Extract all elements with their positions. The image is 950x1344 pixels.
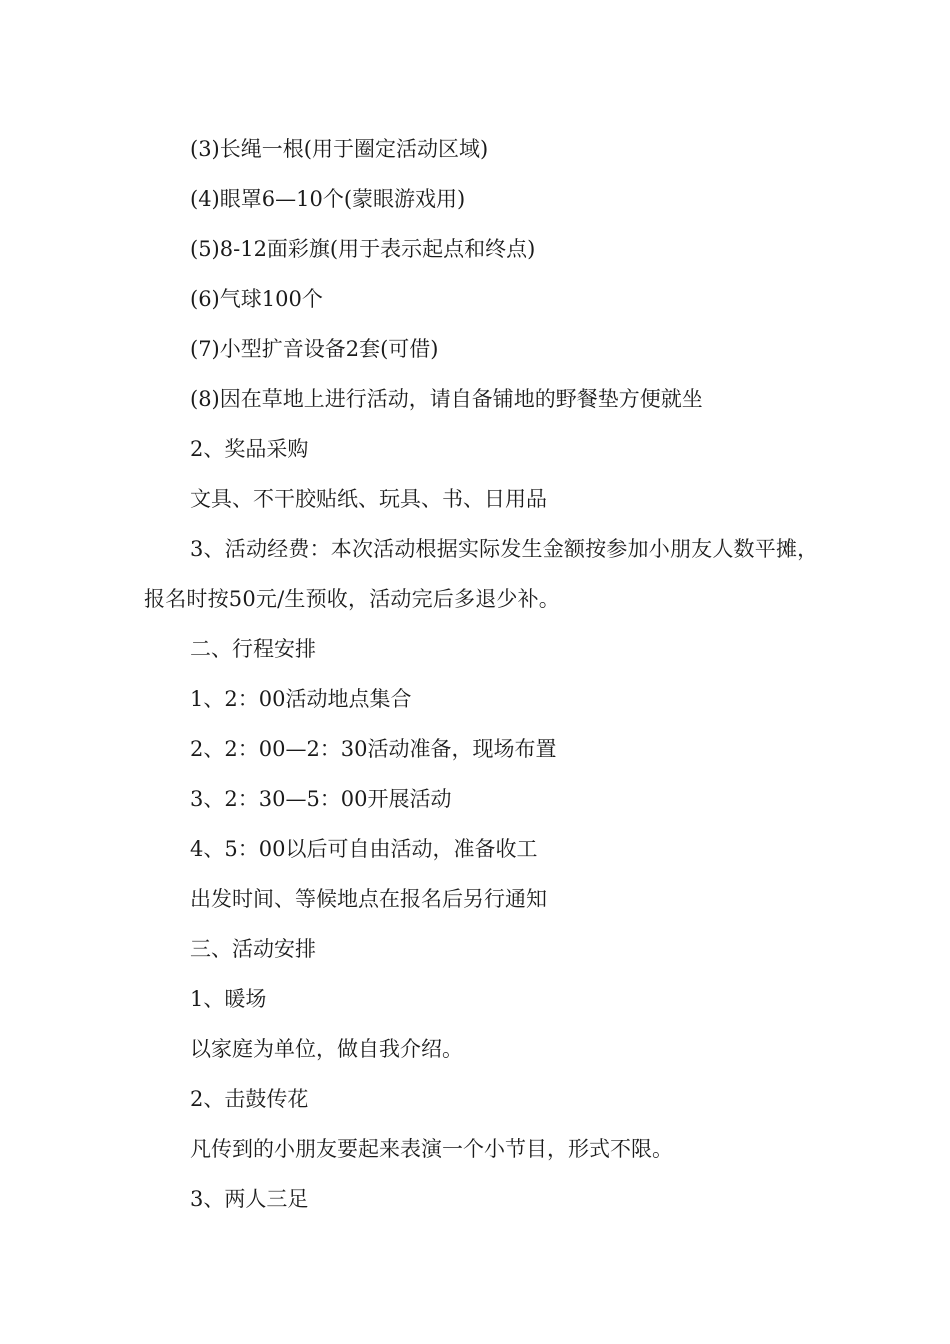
activity-warmup-title: 1、暖场 bbox=[190, 987, 267, 1011]
itinerary-item-2: 2、2：00—2：30活动准备，现场布置 bbox=[190, 737, 557, 761]
activity-three-legged-title: 3、两人三足 bbox=[190, 1187, 309, 1211]
material-item-7: (7)小型扩音设备2套(可借) bbox=[190, 337, 439, 361]
activity-warmup-desc: 以家庭为单位，做自我介绍。 bbox=[190, 1037, 463, 1061]
activity-drum-title: 2、击鼓传花 bbox=[190, 1087, 309, 1111]
activity-budget: 3、活动经费：本次活动根据实际发生金额按参加小朋友人数平摊，报名时按50元/生预收，活动完后多退少补。 bbox=[144, 537, 819, 611]
departure-notice: 出发时间、等候地点在报名后另行通知 bbox=[190, 887, 547, 911]
material-item-3: (3)长绳一根(用于圈定活动区域) bbox=[190, 137, 489, 161]
material-item-4: (4)眼罩6—10个(蒙眼游戏用) bbox=[190, 187, 466, 211]
material-item-5: (5)8-12面彩旗(用于表示起点和终点) bbox=[190, 237, 536, 261]
document-body bbox=[144, 124, 820, 1224]
heading-activities: 三、活动安排 bbox=[190, 937, 316, 961]
activity-drum-desc: 凡传到的小朋友要起来表演一个小节目，形式不限。 bbox=[190, 1137, 673, 1161]
section-prize-purchase: 2、奖品采购 bbox=[190, 437, 309, 461]
itinerary-item-1: 1、2：00活动地点集合 bbox=[190, 687, 412, 711]
material-item-6: (6)气球100个 bbox=[190, 287, 323, 311]
itinerary-item-3: 3、2：30—5：00开展活动 bbox=[190, 787, 452, 811]
heading-itinerary: 二、行程安排 bbox=[190, 637, 316, 661]
material-item-8: (8)因在草地上进行活动，请自备铺地的野餐垫方便就坐 bbox=[190, 387, 703, 411]
itinerary-item-4: 4、5：00以后可自由活动，准备收工 bbox=[190, 837, 538, 861]
prize-list: 文具、不干胶贴纸、玩具、书、日用品 bbox=[190, 487, 547, 511]
